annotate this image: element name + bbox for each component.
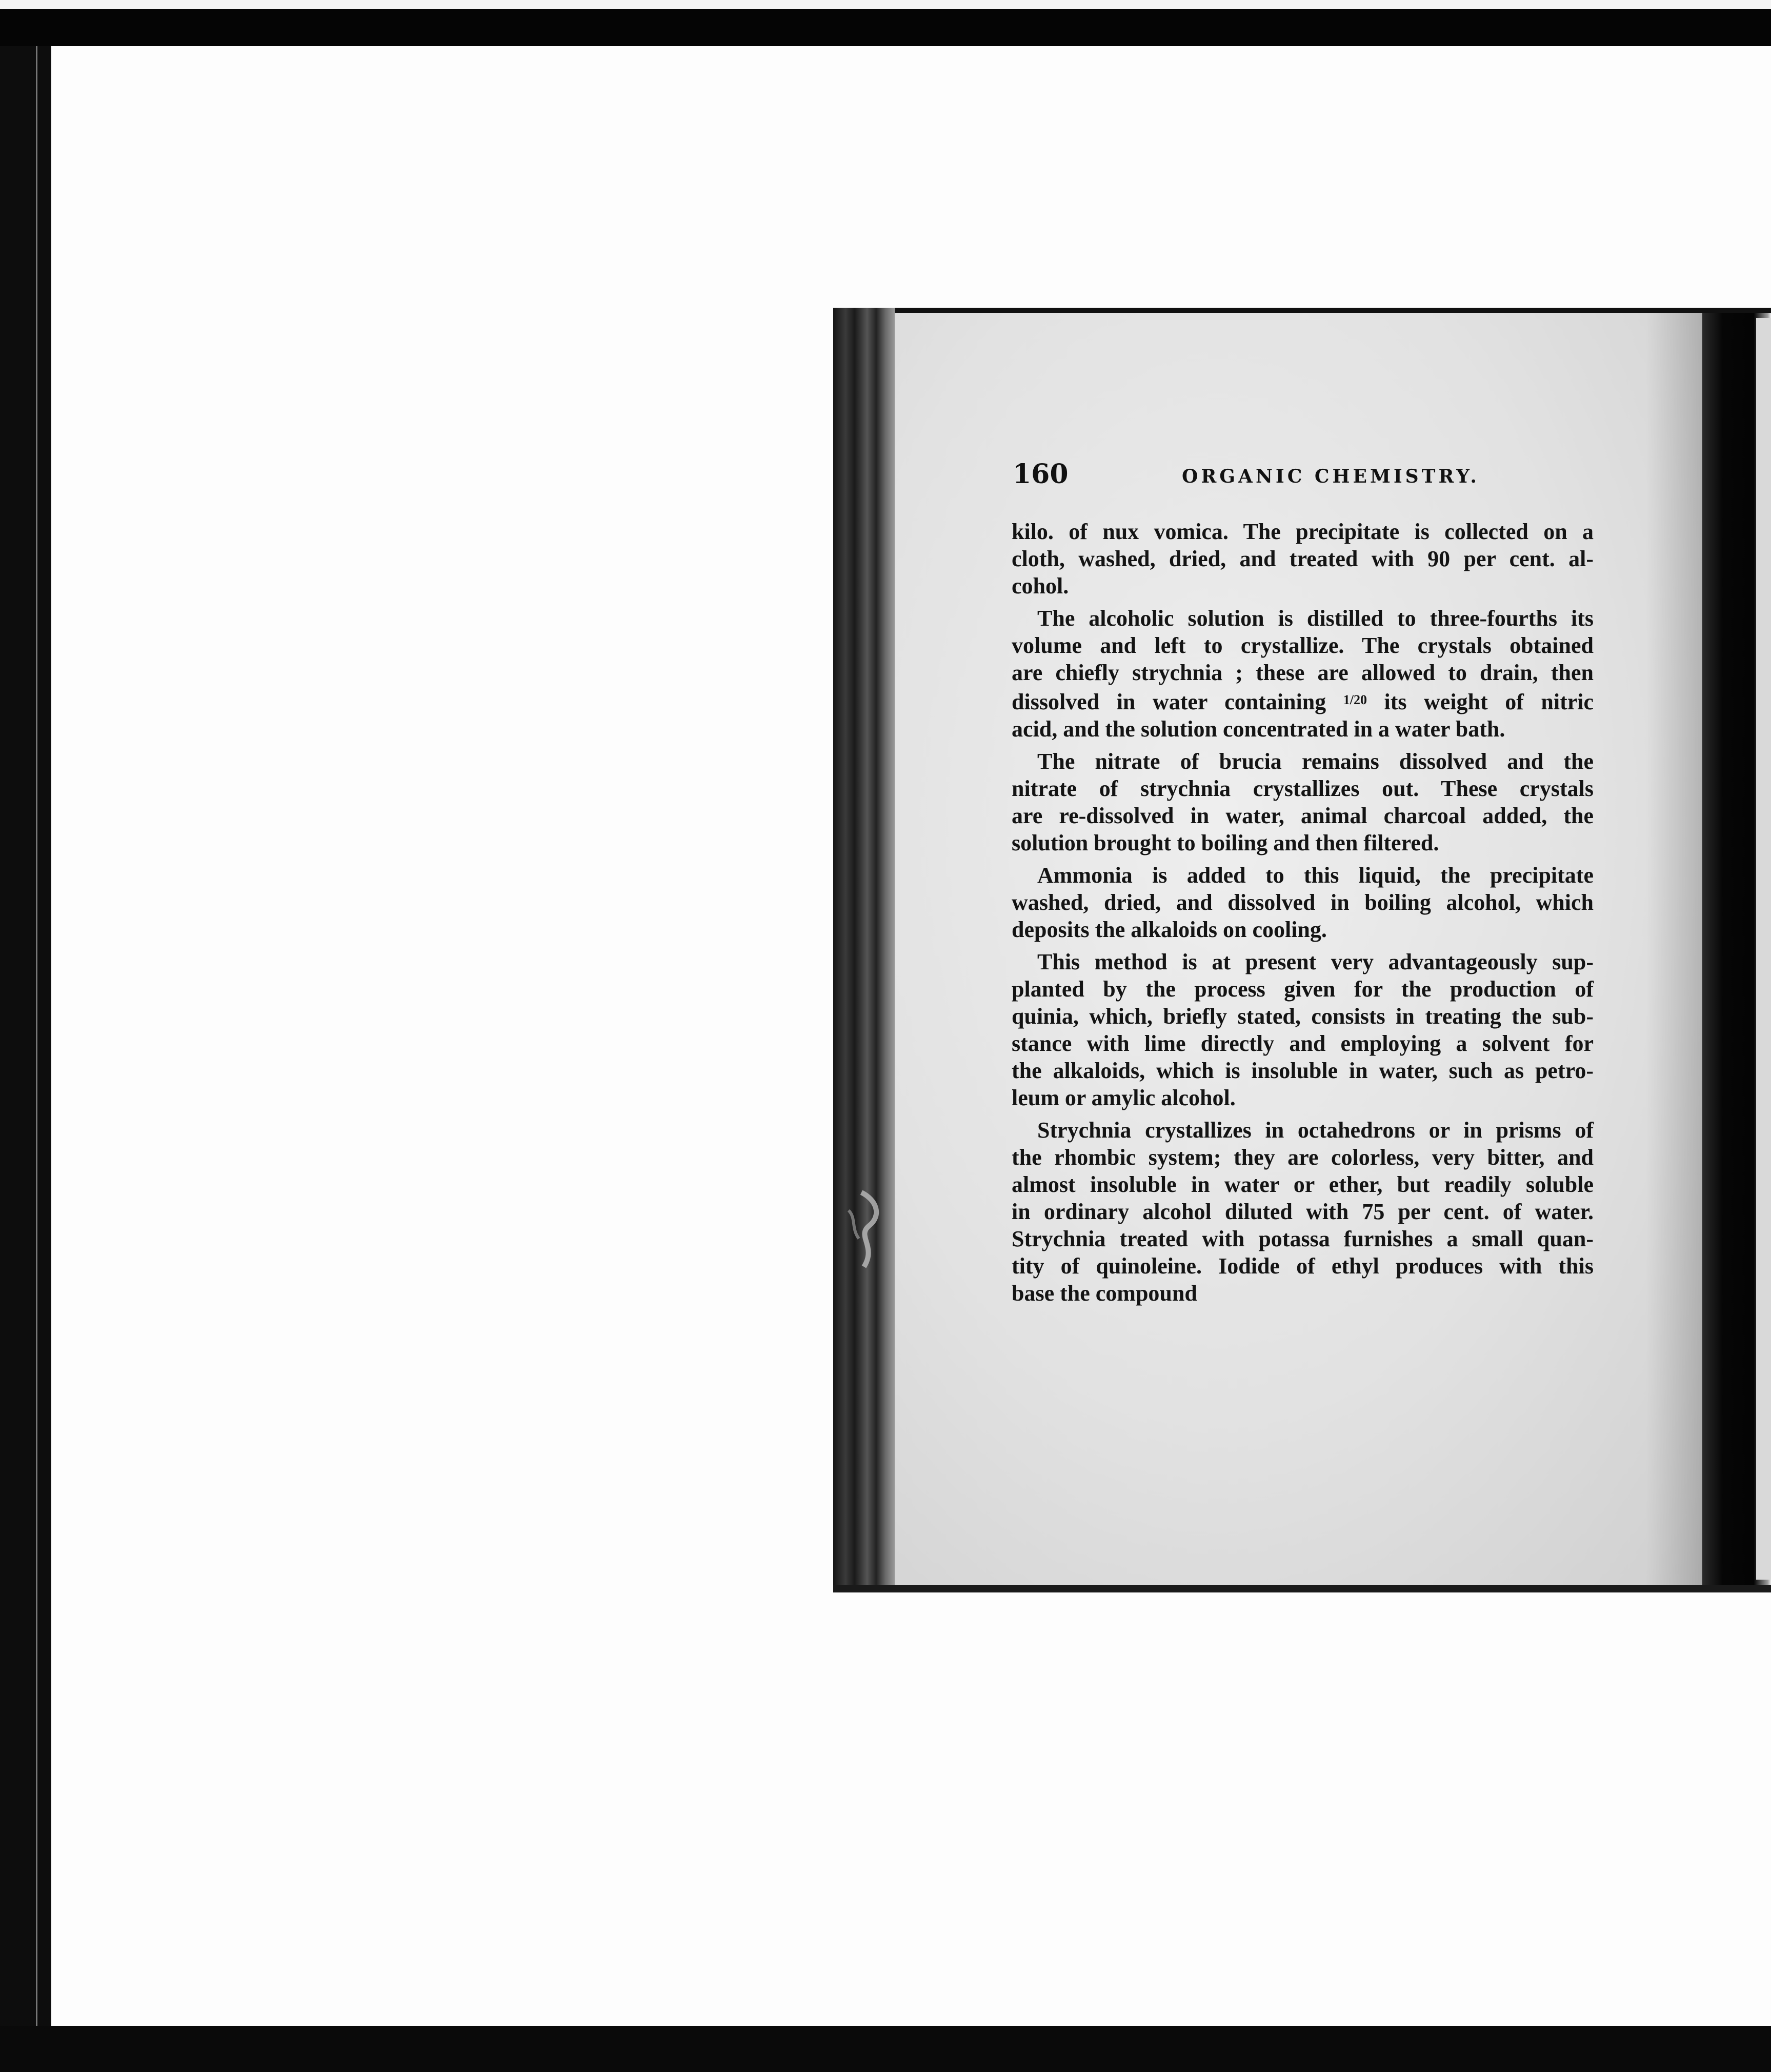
fraction: 1/20: [1343, 692, 1367, 707]
text-line: tity of quinoleine. Iodide of ethyl produces with this: [1012, 1253, 1594, 1279]
body-text: [1012, 518, 1594, 1307]
text-line: kilo. of nux vomica. The precipitate is collected on a: [1012, 519, 1594, 544]
text-line: Ammonia is added to this liquid, the precipitate: [1037, 863, 1594, 888]
text-line: in ordinary alcohol diluted with 75 per cent. of water.: [1012, 1199, 1594, 1224]
text-line: quinia, which, briefly stated, consists in treating the sub-: [1012, 1004, 1594, 1029]
text-line: planted by the process given for the production of: [1012, 977, 1594, 1002]
scan-bottom-border: [0, 2026, 1771, 2072]
running-title: ORGANIC CHEMISTRY.: [1182, 466, 1480, 487]
book-page-edges: [833, 308, 895, 1592]
scan-edge-line: [36, 46, 37, 2026]
text-line: are chiefly strychnia ; these are allowed to drain, then: [1012, 660, 1594, 685]
scan-top-strip: [0, 0, 1771, 9]
book-top-edge: [895, 308, 1771, 313]
text-line: are re-dissolved in water, animal charcoal added, the: [1012, 803, 1594, 828]
text-line: solution brought to boiling and then filtered.: [1012, 830, 1439, 855]
text-line: The nitrate of brucia remains dissolved and the: [1037, 749, 1594, 774]
book: [833, 308, 1771, 1592]
text-line: washed, dried, and dissolved in boiling alcohol, which: [1012, 890, 1594, 915]
text-line: deposits the alkaloids on cooling.: [1012, 917, 1327, 942]
facing-page-edge: [1756, 318, 1771, 1580]
page-curl-shadow: [1646, 313, 1702, 1585]
text-fragment: dissolved in water containing: [1012, 689, 1343, 714]
text-line: base the compound: [1012, 1281, 1197, 1306]
text-line: leum or amylic alcohol.: [1012, 1085, 1236, 1110]
text-line: This method is at present very advantageously sup-: [1037, 949, 1594, 974]
running-head: [1013, 459, 1669, 494]
text-line: Strychnia treated with potassa furnishes a small quan-: [1012, 1226, 1594, 1251]
ink-smudge: [841, 1190, 887, 1272]
book-bottom-edge: [833, 1585, 1771, 1592]
text-line: acid, and the solution concentrated in a water bath.: [1012, 716, 1505, 742]
text-line: cohol.: [1012, 573, 1069, 599]
text-line: volume and left to crystallize. The crystals obtained: [1012, 633, 1594, 658]
text-line: Strychnia crystallizes in octahedrons or in prisms of: [1037, 1118, 1594, 1143]
text-line: The alcoholic solution is distilled to three-fourths its: [1037, 606, 1594, 631]
text-fragment: its weight of nitric: [1366, 689, 1594, 714]
text-line: the rhombic system; they are colorless, very bitter, and: [1012, 1145, 1594, 1170]
page-number: 160: [1013, 459, 1069, 490]
book-page: [895, 313, 1702, 1585]
scan-left-border: [0, 46, 51, 2026]
text-line: nitrate of strychnia crystallizes out. These crystals: [1012, 776, 1594, 801]
text-line: the alkaloids, which is insoluble in water, such as petro-: [1012, 1058, 1594, 1083]
text-line: almost insoluble in water or ether, but readily soluble: [1012, 1172, 1594, 1197]
text-line-with-fraction: [1012, 686, 1594, 715]
text-line: cloth, washed, dried, and treated with 90 per cent. al-: [1012, 546, 1594, 571]
text-line: stance with lime directly and employing a solvent for: [1012, 1031, 1594, 1056]
